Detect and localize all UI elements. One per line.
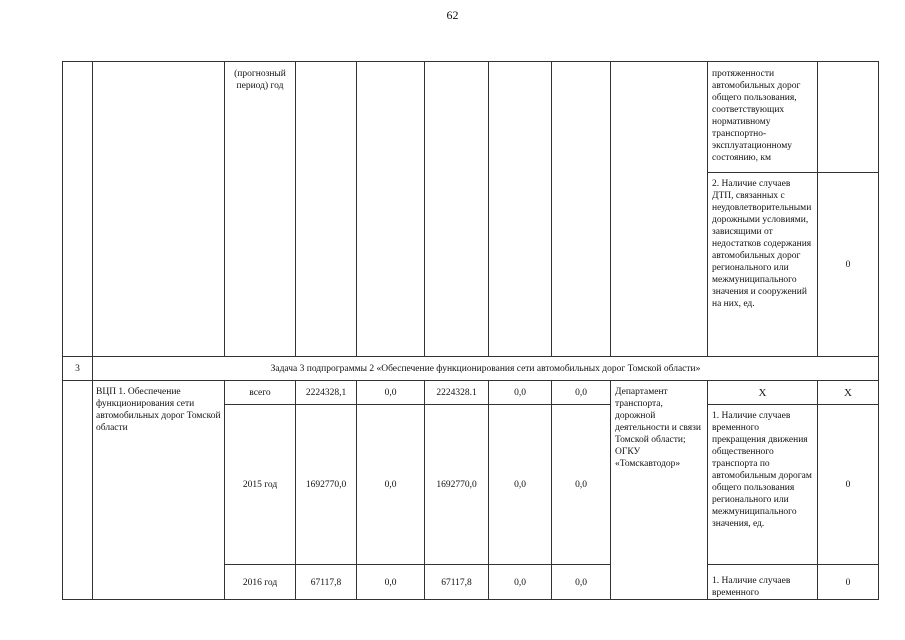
cell-indicator-1-value xyxy=(817,61,878,172)
row-total-c3: 0,0 xyxy=(488,380,551,404)
cell-top-name xyxy=(92,61,224,357)
row-2016-period: 2016 год xyxy=(224,564,295,600)
cell-indicator-1: протяженности автомобильных дорог общего пользования, соответствующих нормативному транспортно-эксплуатационному состоянию, км xyxy=(707,61,817,172)
task-title: Задача 3 подпрограммы 2 «Обеспечение функционирования сети автомобильных дорог Томской области» xyxy=(92,356,878,381)
row-total-c2: 2224328.1 xyxy=(424,380,488,404)
cell-top-c1 xyxy=(356,61,424,357)
program-executor: Департамент транспорта, дорожной деятельности и связи Томской области; ОГКУ «Томскавтодор» xyxy=(610,380,707,600)
row-2015-value: 0 xyxy=(817,404,878,564)
row-2015-c4: 0,0 xyxy=(551,404,610,564)
row-2015-sum: 1692770,0 xyxy=(295,404,356,564)
table-bottom-border xyxy=(62,599,879,600)
cell-program-num xyxy=(62,380,92,600)
row-2015-c3: 0,0 xyxy=(488,404,551,564)
row-total-sum: 2224328,1 xyxy=(295,380,356,404)
table-right-border xyxy=(878,61,879,600)
row-2016-value: 0 xyxy=(817,564,878,600)
row-2016-indicator: 1. Наличие случаев временного xyxy=(707,564,817,600)
row-2015-c1: 0,0 xyxy=(356,404,424,564)
row-total-value: Х xyxy=(817,380,878,404)
row-total-period: всего xyxy=(224,380,295,404)
row-total-c1: 0,0 xyxy=(356,380,424,404)
task-number: 3 xyxy=(62,356,92,381)
cell-indicator-2: 2. Наличие случаев ДТП, связанных с неудовлетворительными дорожными условиями, зависящими от недостатков содержания автомобильных дорог регионального или межмуниципального значения и сооружений на них, ед. xyxy=(707,172,817,357)
cell-top-c4 xyxy=(551,61,610,357)
row-2015-period: 2015 год xyxy=(224,404,295,564)
row-2016-c3: 0,0 xyxy=(488,564,551,600)
cell-top-num xyxy=(62,61,92,357)
row-2015-c2: 1692770,0 xyxy=(424,404,488,564)
row-total-c4: 0,0 xyxy=(551,380,610,404)
row-total-indicator: Х xyxy=(707,380,817,404)
cell-top-total xyxy=(295,61,356,357)
row-2016-c4: 0,0 xyxy=(551,564,610,600)
row-2015-indicator: 1. Наличие случаев временного прекращения движения общественного транспорта по автомобильным дорогам общего пользования регионального или межмуниципального значения, ед. xyxy=(707,404,817,564)
row-2016-sum: 67117,8 xyxy=(295,564,356,600)
row-2016-c1: 0,0 xyxy=(356,564,424,600)
cell-top-executor xyxy=(610,61,707,357)
program-name: ВЦП 1. Обеспечение функционирования сети автомобильных дорог Томской области xyxy=(92,380,224,600)
cell-top-c2 xyxy=(424,61,488,357)
row-2016-c2: 67117,8 xyxy=(424,564,488,600)
page-number: 62 xyxy=(446,8,459,22)
cell-top-c3 xyxy=(488,61,551,357)
cell-period-note: (прогнозный период) год xyxy=(224,61,295,357)
cell-indicator-2-value: 0 xyxy=(817,172,878,357)
